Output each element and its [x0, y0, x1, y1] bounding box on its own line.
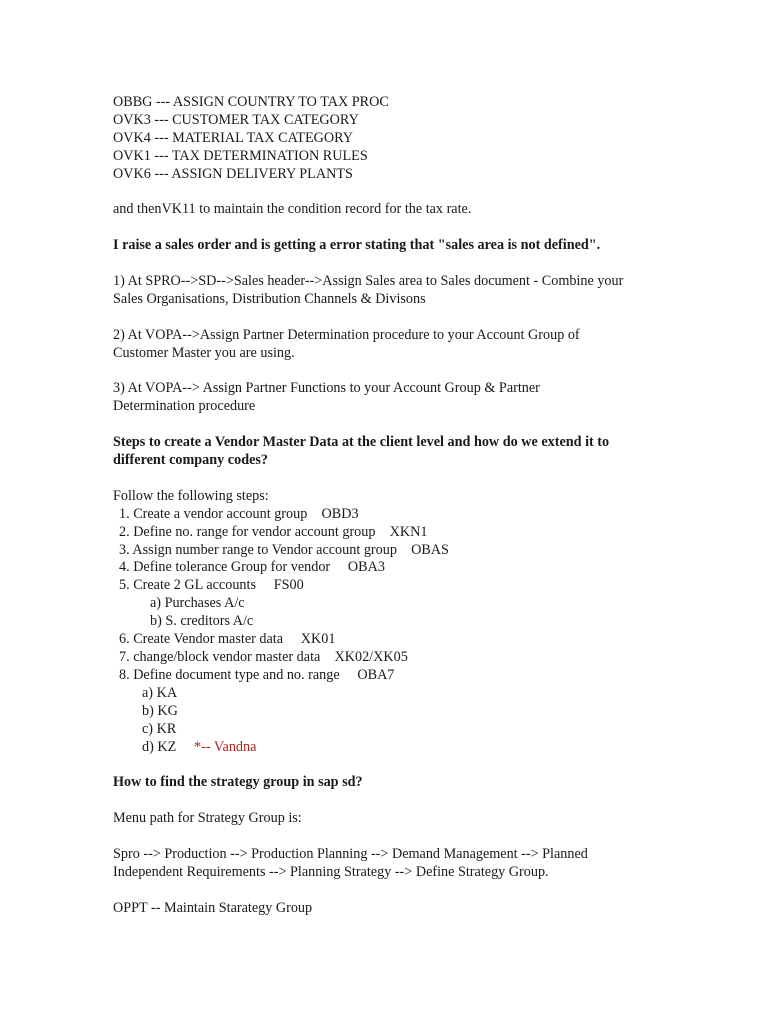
step-item: 6. Create Vendor master data XK01 — [119, 631, 336, 648]
answer-line: Customer Master you are using. — [113, 344, 295, 361]
answer-line: 3) At VOPA--> Assign Partner Functions to your Account Group & Partner — [113, 380, 540, 397]
sub-step-item: a) KA — [142, 684, 178, 701]
sub-step-item: c) KR — [142, 720, 177, 737]
spacer — [113, 470, 693, 488]
spacer — [113, 882, 693, 900]
spacer — [113, 309, 693, 327]
question-vendor-master — [113, 434, 693, 470]
sub-step-item: b) KG — [142, 702, 178, 719]
answer-line: 2) At VOPA-->Assign Partner Determination procedure to your Account Group of — [113, 326, 580, 343]
tcode-line: OVK3 --- CUSTOMER TAX CATEGORY — [113, 111, 359, 128]
tax-tcode-list — [113, 94, 693, 184]
tcode-line: OVK1 --- TAX DETERMINATION RULES — [113, 147, 368, 164]
sub-step-item: a) Purchases A/c — [150, 595, 245, 612]
answer-item — [113, 327, 693, 363]
menu-path-line: Independent Requirements --> Planning Strategy --> Define Strategy Group. — [113, 863, 549, 880]
spacer — [113, 416, 693, 434]
answer-item — [113, 273, 693, 309]
answer-item — [113, 380, 693, 416]
question-line: different company codes? — [113, 452, 268, 469]
spacer — [113, 363, 693, 381]
question-sales-area: I raise a sales order and is getting a error stating that "sales area is not defined". — [113, 237, 601, 254]
vendor-steps-list — [113, 506, 693, 757]
spacer — [113, 184, 693, 202]
spacer — [113, 756, 693, 774]
spacer — [113, 255, 693, 273]
menu-path-intro: Menu path for Strategy Group is: — [113, 810, 302, 827]
step-item: 3. Assign number range to Vendor account group OBAS — [119, 541, 449, 558]
question-line: Steps to create a Vendor Master Data at the client level and how do we extend it to — [113, 434, 610, 451]
answer-line: 1) At SPRO-->SD-->Sales header-->Assign Sales area to Sales document - Combine your — [113, 273, 624, 290]
tcode-line: OVK6 --- ASSIGN DELIVERY PLANTS — [113, 165, 353, 182]
step-item: 2. Define no. range for vendor account group XKN1 — [119, 523, 428, 540]
tcode-line: OVK4 --- MATERIAL TAX CATEGORY — [113, 129, 354, 146]
document-body — [113, 94, 693, 918]
step-item: 1. Create a vendor account group OBD3 — [119, 505, 359, 522]
vk11-note: and thenVK11 to maintain the condition record for the tax rate. — [113, 201, 472, 218]
question-strategy-group: How to find the strategy group in sap sd? — [113, 774, 363, 791]
sub-step-item: b) S. creditors A/c — [150, 613, 254, 630]
spacer — [113, 828, 693, 846]
step-item: 8. Define document type and no. range OBA7 — [119, 666, 395, 683]
menu-path-line: Spro --> Production --> Production Planning --> Demand Management --> Planned — [113, 845, 588, 862]
sub-step-text: d) KZ — [142, 738, 177, 755]
oppt-line: OPPT -- Maintain Starategy Group — [113, 899, 313, 916]
menu-path — [113, 846, 693, 882]
step-item: 5. Create 2 GL accounts FS00 — [119, 577, 304, 594]
spacer — [113, 219, 693, 237]
step-item: 4. Define tolerance Group for vendor OBA3 — [119, 559, 385, 576]
tcode-line: OBBG --- ASSIGN COUNTRY TO TAX PROC — [113, 94, 389, 110]
answer-line: Sales Organisations, Distribution Channels & Divisons — [113, 290, 426, 307]
sub-step-item — [113, 739, 693, 757]
author-note: *-- Vandna — [194, 738, 257, 755]
step-item: 7. change/block vendor master data XK02/XK05 — [119, 648, 408, 665]
spacer — [113, 792, 693, 810]
answer-line: Determination procedure — [113, 398, 256, 415]
follow-steps-intro: Follow the following steps: — [113, 487, 269, 504]
